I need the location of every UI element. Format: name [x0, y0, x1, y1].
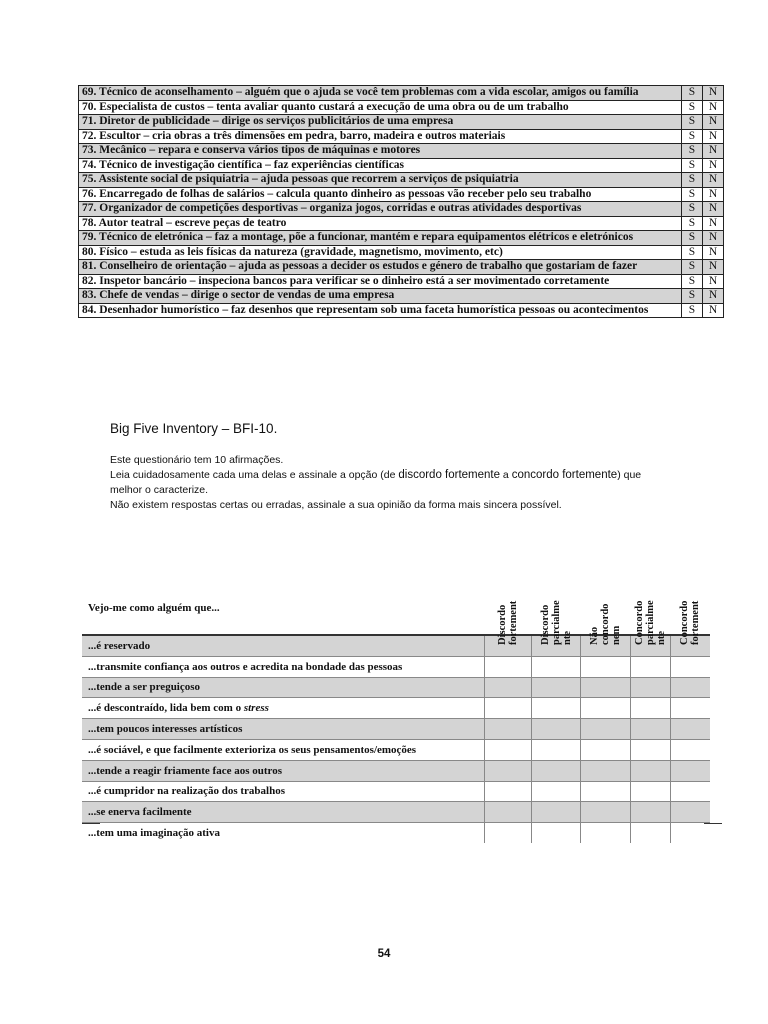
response-cell[interactable]: [580, 719, 630, 740]
bfi-stem-label: Vejo-me como alguém que...: [82, 548, 484, 635]
occupation-item-row: [79, 274, 724, 289]
occupation-item-text: 84. Desenhador humorístico – faz desenhos que representam sob uma faceta humorística pessoas ou acontecimentos: [79, 303, 682, 318]
bfi-questionnaire-table: [82, 548, 710, 843]
response-cell[interactable]: [670, 739, 710, 760]
statement-text: ...tende a reagir friamente face aos outros: [88, 764, 282, 777]
scale-label-line: nte: [561, 631, 572, 645]
occupation-item-text: 77. Organizador de competições desportivas – organiza jogos, corridas e outras atividades desportivas: [79, 202, 682, 217]
occupation-item-text: 82. Inspetor bancário – inspeciona bancos para verificar se o dinheiro está a ser movimentado corretamente: [79, 274, 682, 289]
scale-label-line: nte: [655, 631, 667, 645]
bfi-statement-row: [82, 760, 710, 781]
response-cell[interactable]: [670, 781, 710, 802]
statement-text: ...é sociável, e que facilmente exterioriza os seus pensamentos/emoções: [88, 743, 417, 756]
option-nao[interactable]: N: [703, 144, 724, 159]
scale-column-label: [538, 579, 574, 645]
option-sim[interactable]: S: [682, 231, 703, 246]
occupation-items-body: [79, 86, 724, 318]
bfi-statement-row: [82, 802, 710, 823]
option-sim[interactable]: S: [682, 187, 703, 202]
option-sim[interactable]: S: [682, 129, 703, 144]
option-sim[interactable]: S: [682, 158, 703, 173]
response-cell[interactable]: [670, 760, 710, 781]
statement-text: ...tem uma imaginação ativa: [88, 827, 220, 840]
bfi-statement-row: [82, 698, 710, 719]
option-nao[interactable]: N: [703, 100, 724, 115]
occupation-item-text: 78. Autor teatral – escreve peças de teatro: [79, 216, 682, 231]
bfi-statement-text: [82, 760, 484, 781]
bfi-statement-text: [82, 719, 484, 740]
option-sim[interactable]: S: [682, 303, 703, 318]
occupation-item-row: [79, 187, 724, 202]
option-nao[interactable]: N: [703, 187, 724, 202]
response-cell[interactable]: [670, 823, 710, 843]
response-cell[interactable]: [484, 781, 531, 802]
response-cell[interactable]: [630, 760, 670, 781]
scale-label-line: Concordo: [633, 600, 645, 645]
response-cell[interactable]: [580, 739, 630, 760]
response-cell[interactable]: [630, 739, 670, 760]
option-sim[interactable]: S: [682, 216, 703, 231]
option-nao[interactable]: N: [703, 303, 724, 318]
response-cell[interactable]: [531, 719, 580, 740]
occupation-item-row: [79, 173, 724, 188]
statement-text: ...se enerva facilmente: [88, 806, 192, 819]
bfi-statement-row: [82, 719, 710, 740]
option-sim[interactable]: S: [682, 274, 703, 289]
response-cell[interactable]: [531, 802, 580, 823]
statement-text: ...transmite confiança aos outros e acredita na bondade das pessoas: [88, 660, 403, 673]
response-cell[interactable]: [531, 677, 580, 698]
occupation-item-text: 69. Técnico de aconselhamento – alguém que o ajuda se você tem problemas com a vida escolar, amigos ou família: [79, 86, 682, 101]
option-nao[interactable]: N: [703, 86, 724, 101]
statement-text: ...é reservado: [88, 639, 151, 652]
occupation-item-row: [79, 144, 724, 159]
instructions-line-4: Não existem respostas certas ou erradas, assinale a sua opinião da forma mais sincera possível.: [110, 499, 562, 511]
bfi-statement-text: [82, 739, 484, 760]
bfi-statement-text: [82, 781, 484, 802]
scale-column-label: [632, 579, 668, 645]
bfi-statement-text: [82, 698, 484, 719]
statement-emphasis: stress: [243, 702, 269, 715]
page-number: 54: [377, 948, 391, 960]
response-cell[interactable]: [630, 802, 670, 823]
bfi-statements-body: [82, 635, 710, 843]
bfi-header-row: [82, 548, 710, 635]
response-cell[interactable]: [484, 677, 531, 698]
option-nao[interactable]: N: [703, 158, 724, 173]
scale-column-header: [630, 548, 670, 645]
instructions-line-1: Este questionário tem 10 afirmações.: [110, 454, 284, 466]
occupation-item-row: [79, 289, 724, 304]
response-cell[interactable]: [484, 760, 531, 781]
response-cell[interactable]: [531, 656, 580, 677]
bfi-statement-row: [82, 823, 710, 843]
scale-label-line: Concordo: [679, 600, 690, 645]
occupation-item-text: 72. Escultor – cria obras a três dimensões em pedra, barro, madeira e outros materiais: [79, 129, 682, 144]
response-cell[interactable]: [484, 698, 531, 719]
scale-label-line: fortement: [507, 600, 519, 645]
bfi-title: Big Five Inventory – BFI-10.: [110, 421, 278, 436]
instructions-scale-high: concordo fortemente: [511, 469, 618, 481]
scale-label-line: nem: [610, 625, 622, 645]
option-sim[interactable]: S: [682, 202, 703, 217]
response-cell[interactable]: [670, 677, 710, 698]
response-cell[interactable]: [670, 656, 710, 677]
occupation-item-row: [79, 115, 724, 130]
response-cell[interactable]: [630, 823, 670, 843]
option-sim[interactable]: S: [682, 115, 703, 130]
option-sim[interactable]: S: [682, 173, 703, 188]
scale-label-line: concordo: [599, 603, 611, 645]
response-cell[interactable]: [484, 823, 531, 843]
option-nao[interactable]: N: [703, 274, 724, 289]
bfi-instructions: [110, 453, 710, 513]
occupation-item-text: 70. Especialista de custos – tenta avaliar quanto custará a execução de uma obra ou de um trabalho: [79, 100, 682, 115]
instructions-text: Leia cuidadosamente cada uma delas e assinale a opção (de: [110, 469, 399, 481]
bfi-statement-text: [82, 823, 484, 843]
scale-column-label: [587, 579, 623, 645]
occupation-item-text: 80. Físico – estuda as leis físicas da natureza (gravidade, magnetismo, movimento, etc): [79, 245, 682, 260]
response-cell[interactable]: [580, 823, 630, 843]
response-cell[interactable]: [580, 656, 630, 677]
scale-column-header: [531, 548, 580, 645]
instructions-scale-low: discordo fortemente: [398, 469, 501, 481]
bfi-statement-row: [82, 677, 710, 698]
response-cell[interactable]: [531, 781, 580, 802]
option-nao[interactable]: N: [703, 260, 724, 275]
scale-label-line: parcialme: [550, 600, 561, 645]
bfi-statement-text: [82, 656, 484, 677]
response-cell[interactable]: [580, 698, 630, 719]
option-nao[interactable]: N: [703, 245, 724, 260]
option-nao[interactable]: N: [703, 289, 724, 304]
response-cell[interactable]: [484, 802, 531, 823]
option-nao[interactable]: N: [703, 129, 724, 144]
scale-column-label: [672, 579, 708, 645]
response-cell[interactable]: [630, 677, 670, 698]
scale-column-header: [670, 548, 710, 645]
instructions-line-2: [110, 468, 710, 483]
response-cell[interactable]: [630, 719, 670, 740]
bfi-statement-text: [82, 802, 484, 823]
scale-label-line: Discordo: [496, 604, 508, 645]
option-sim[interactable]: S: [682, 144, 703, 159]
statement-text: ...tende a ser preguiçoso: [88, 681, 201, 694]
response-cell[interactable]: [630, 698, 670, 719]
response-cell[interactable]: [484, 739, 531, 760]
scale-label-line: parcialme: [644, 600, 656, 645]
occupation-item-row: [79, 158, 724, 173]
statement-text: ...é descontraído, lida bem com o: [88, 702, 244, 715]
occupation-item-row: [79, 86, 724, 101]
response-cell[interactable]: [670, 719, 710, 740]
occupation-item-row: [79, 231, 724, 246]
response-cell[interactable]: [580, 677, 630, 698]
response-cell[interactable]: [670, 802, 710, 823]
scale-column-label: [490, 579, 526, 645]
occupation-item-row: [79, 245, 724, 260]
response-cell[interactable]: [531, 698, 580, 719]
occupation-item-row: [79, 129, 724, 144]
option-sim[interactable]: S: [682, 245, 703, 260]
response-cell[interactable]: [580, 760, 630, 781]
option-nao[interactable]: N: [703, 202, 724, 217]
response-cell[interactable]: [484, 656, 531, 677]
table-end-mark-left: [82, 823, 100, 824]
statement-text: ...é cumpridor na realização dos trabalhos: [88, 785, 285, 798]
occupation-item-row: [79, 216, 724, 231]
option-nao[interactable]: N: [703, 216, 724, 231]
occupation-items-table: [78, 85, 724, 318]
table-end-mark-right: [704, 823, 722, 824]
option-sim[interactable]: S: [682, 86, 703, 101]
bfi-statement-row: [82, 739, 710, 760]
instructions-text: a: [500, 469, 512, 481]
occupation-item-text: 76. Encarregado de folhas de salários – calcula quanto dinheiro as pessoas vão receber pelo seu trabalho: [79, 187, 682, 202]
occupation-item-text: 79. Técnico de eletrónica – faz a montage, põe a funcionar, mantém e repara equipamentos elétricos e eletrónicos: [79, 231, 682, 246]
occupation-item-row: [79, 100, 724, 115]
statement-text: ...tem poucos interesses artísticos: [88, 723, 243, 736]
occupation-item-row: [79, 303, 724, 318]
option-nao[interactable]: N: [703, 173, 724, 188]
response-cell[interactable]: [670, 698, 710, 719]
bfi-statement-text: [82, 677, 484, 698]
scale-label-line: fortement: [690, 600, 701, 645]
option-sim[interactable]: S: [682, 260, 703, 275]
response-cell[interactable]: [484, 719, 531, 740]
instructions-text: ) que: [617, 469, 642, 481]
response-cell[interactable]: [580, 802, 630, 823]
occupation-item-text: 73. Mecânico – repara e conserva vários tipos de máquinas e motores: [79, 144, 682, 159]
occupation-item-text: 83. Chefe de vendas – dirige o sector de vendas de uma empresa: [79, 289, 682, 304]
response-cell[interactable]: [630, 781, 670, 802]
bfi-statement-text: [82, 635, 484, 656]
bfi-statement-row: [82, 781, 710, 802]
scale-column-header: [580, 548, 630, 645]
response-cell[interactable]: [531, 739, 580, 760]
option-sim[interactable]: S: [682, 100, 703, 115]
response-cell[interactable]: [531, 823, 580, 843]
bfi-statement-row: [82, 656, 710, 677]
occupation-item-text: 74. Técnico de investigação científica – faz experiências científicas: [79, 158, 682, 173]
occupation-item-text: 75. Assistente social de psiquiatria – ajuda pessoas que recorrem a serviços de psiquiatria: [79, 173, 682, 188]
response-cell[interactable]: [580, 781, 630, 802]
response-cell[interactable]: [630, 656, 670, 677]
scale-column-header: [484, 548, 531, 645]
occupation-item-row: [79, 202, 724, 217]
occupation-item-row: [79, 260, 724, 275]
option-nao[interactable]: N: [703, 231, 724, 246]
occupation-item-text: 81. Conselheiro de orientação – ajuda as pessoas a decider os estudos e género de trabalho que gostariam de fazer: [79, 260, 682, 275]
occupation-item-text: 71. Diretor de publicidade – dirige os serviços publicitários de uma empresa: [79, 115, 682, 130]
option-nao[interactable]: N: [703, 115, 724, 130]
response-cell[interactable]: [531, 760, 580, 781]
scale-label-line: Não: [588, 626, 600, 645]
instructions-line-3: melhor o caracterize.: [110, 484, 209, 496]
scale-label-line: Discordo: [539, 604, 550, 645]
option-sim[interactable]: S: [682, 289, 703, 304]
